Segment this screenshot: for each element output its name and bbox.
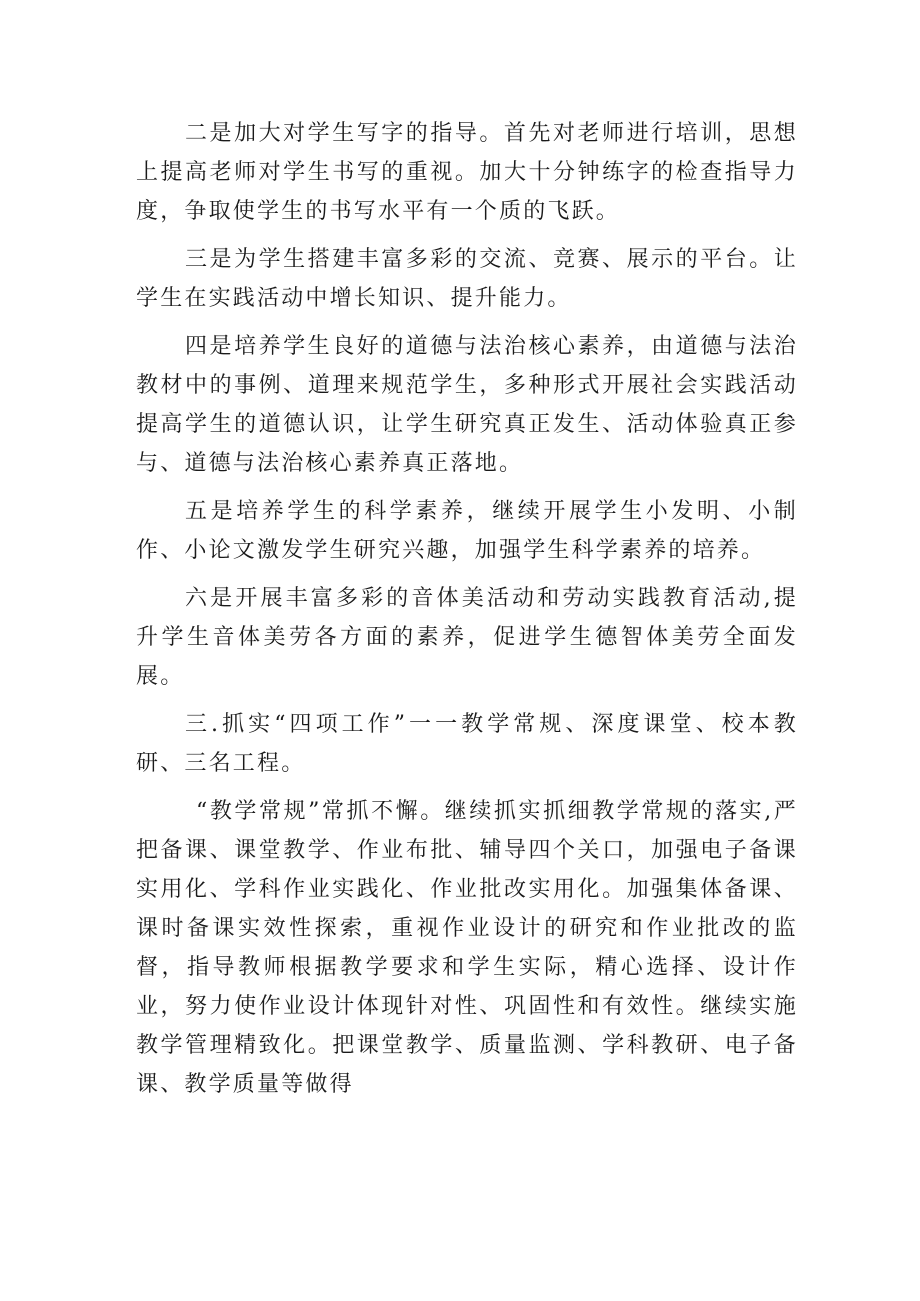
paragraph-moral-education: 四是培养学生良好的道德与法治核心素养，由道德与法治教材中的事例、道理来规范学生，多种形式开展社会实践活动提高学生的道德认识，让学生研究真正发生、活动体验真正参与、道德与法治核心素养真正落地。 [136,334,798,476]
paragraph-teaching-routine: “教学常规”常抓不懈。继续抓实抓细教学常规的落实,严把备课、课堂教学、作业布批、辅导四个关口，加强电子备课实用化、学科作业实践化、作业批改实用化。加强集体备课、课时备课实效性探索，重视作业设计的研究和作业批改的监督，指导教师根据教学要求和学生实际，精心选择、设计作业，努力使作业设计体现针对性、巩固性和有效性。继续实施教学管理精致化。把课堂教学、质量监测、学科教研、电子备课、教学质量等做得 [136,799,798,1097]
paragraph-science-literacy: 五是培养学生的科学素养，继续开展学生小发明、小制作、小论文激发学生研究兴趣，加强学生科学素养的培养。 [136,499,798,563]
paragraph-writing-guidance: 二是加大对学生写字的指导。首先对老师进行培训，思想上提高老师对学生书写的重视。加大十分钟练字的检查指导力度，争取使学生的书写水平有一个质的飞跃。 [136,121,798,224]
section-heading-four-works: 三.抓实“四项工作”一一教学常规、深度课堂、校本教研、三名工程。 [136,712,798,776]
paragraph-exchange-platform: 三是为学生搭建丰富多彩的交流、竞赛、展示的平台。让学生在实践活动中增长知识、提升能力。 [136,247,798,311]
paragraph-arts-labor: 六是开展丰富多彩的音体美活动和劳动实践教育活动,提升学生音体美劳各方面的素养，促进学生德智体美劳全面发展。 [136,586,798,689]
document-body [136,114,798,1113]
